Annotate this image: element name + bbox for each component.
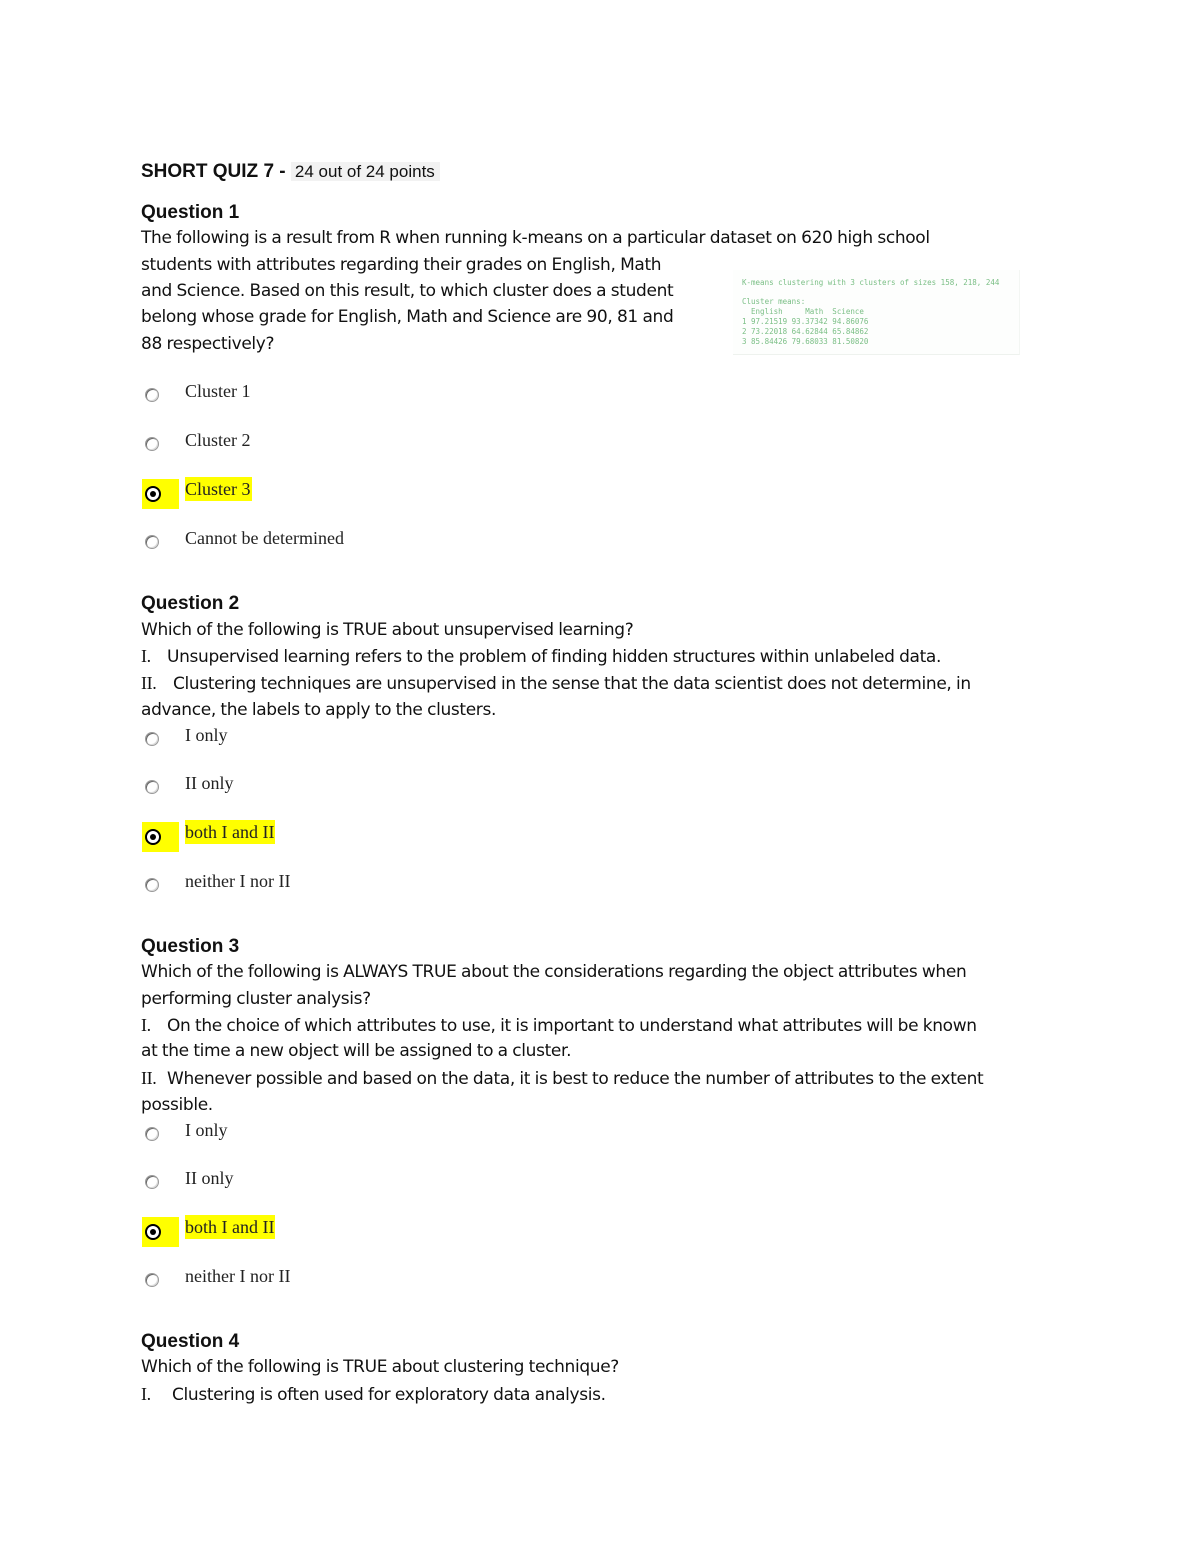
q2-option-1-radio[interactable]: [145, 732, 159, 746]
q2-option-1-label[interactable]: I only: [185, 725, 228, 745]
question-3-statement-1: I. On the choice of which attributes to use, it is important to understand what attributes will be known: [141, 1012, 977, 1039]
q2-option-2-radio[interactable]: [145, 780, 159, 794]
q1-option-3-label[interactable]: Cluster 3: [185, 479, 251, 499]
roman-numeral: II.: [141, 673, 157, 693]
r-kmeans-output-image: [733, 270, 1020, 355]
question-4-statement-1: I. Clustering is often used for exploratory data analysis.: [141, 1381, 606, 1408]
q1-option-1-label[interactable]: Cluster 1: [185, 381, 251, 401]
quiz-title-text: SHORT QUIZ 7 -: [141, 161, 291, 182]
question-3-heading: Question 3: [141, 936, 240, 957]
r-output-header: K-means clustering with 3 clusters of sizes 158, 218, 244: [742, 278, 1000, 287]
question-3-text-line: possible.: [141, 1095, 213, 1115]
q3-option-4-radio[interactable]: [145, 1273, 159, 1287]
question-1-text-line: belong whose grade for English, Math and Science are 90, 81 and: [141, 307, 674, 327]
roman-numeral: I.: [141, 1384, 151, 1404]
question-3-text-line: performing cluster analysis?: [141, 989, 371, 1009]
q2-option-4-radio[interactable]: [145, 878, 159, 892]
q3-option-3-label[interactable]: both I and II: [185, 1217, 275, 1237]
question-4-text-line: Which of the following is TRUE about clustering technique?: [141, 1357, 619, 1377]
q1-option-4-label[interactable]: Cannot be determined: [185, 528, 344, 548]
q1-option-2-label[interactable]: Cluster 2: [185, 430, 251, 450]
roman-numeral: I.: [141, 1015, 151, 1035]
q3-option-1-label[interactable]: I only: [185, 1120, 228, 1140]
q3-option-2-radio[interactable]: [145, 1175, 159, 1189]
q2-option-3-radio-selected[interactable]: [145, 829, 161, 845]
q3-option-3-radio-selected[interactable]: [145, 1224, 161, 1240]
question-2-text-line: advance, the labels to apply to the clusters.: [141, 700, 497, 720]
q1-option-4-radio[interactable]: [145, 535, 159, 549]
question-2-statement-1: I. Unsupervised learning refers to the problem of finding hidden structures within unlabeled data.: [141, 643, 941, 670]
q1-option-2-radio[interactable]: [145, 437, 159, 451]
question-3-text-line: Which of the following is ALWAYS TRUE about the considerations regarding the object attributes when: [141, 962, 967, 982]
question-2-statement-2: II. Clustering techniques are unsupervised in the sense that the data scientist does not determine, in: [141, 670, 971, 697]
r-output-columns: English Math Science: [742, 307, 864, 316]
r-output-means-label: Cluster means:: [742, 297, 806, 306]
question-2-text-line: Which of the following is TRUE about unsupervised learning?: [141, 620, 634, 640]
question-3-text-line: at the time a new object will be assigned to a cluster.: [141, 1041, 572, 1061]
q2-option-3-label[interactable]: both I and II: [185, 822, 275, 842]
roman-numeral: I.: [141, 646, 151, 666]
r-output-row: 3 85.84426 79.68033 81.50820: [742, 337, 869, 346]
question-1-text-line: The following is a result from R when running k-means on a particular dataset on 620 high school: [141, 228, 930, 248]
question-3-statement-2: II. Whenever possible and based on the data, it is best to reduce the number of attributes to the extent: [141, 1065, 983, 1092]
q2-option-4-label[interactable]: neither I nor II: [185, 871, 291, 891]
q1-option-3-radio-selected[interactable]: [145, 486, 161, 502]
r-output-row: 2 73.22018 64.62844 65.84862: [742, 327, 869, 336]
quiz-score: 24 out of 24 points: [291, 162, 440, 181]
question-1-text-line: 88 respectively?: [141, 334, 275, 354]
question-1-text-line: and Science. Based on this result, to which cluster does a student: [141, 281, 674, 301]
question-2-heading: Question 2: [141, 593, 240, 614]
question-1-heading: Question 1: [141, 202, 240, 223]
q1-option-1-radio[interactable]: [145, 388, 159, 402]
question-1-text-line: students with attributes regarding their grades on English, Math: [141, 255, 662, 275]
q3-option-4-label[interactable]: neither I nor II: [185, 1266, 291, 1286]
q3-option-2-label[interactable]: II only: [185, 1168, 234, 1188]
question-4-heading: Question 4: [141, 1331, 240, 1352]
q3-option-1-radio[interactable]: [145, 1127, 159, 1141]
q2-option-2-label[interactable]: II only: [185, 773, 234, 793]
quiz-title: [141, 159, 440, 185]
roman-numeral: II.: [141, 1068, 157, 1088]
r-output-row: 1 97.21519 93.37342 94.86076: [742, 317, 869, 326]
